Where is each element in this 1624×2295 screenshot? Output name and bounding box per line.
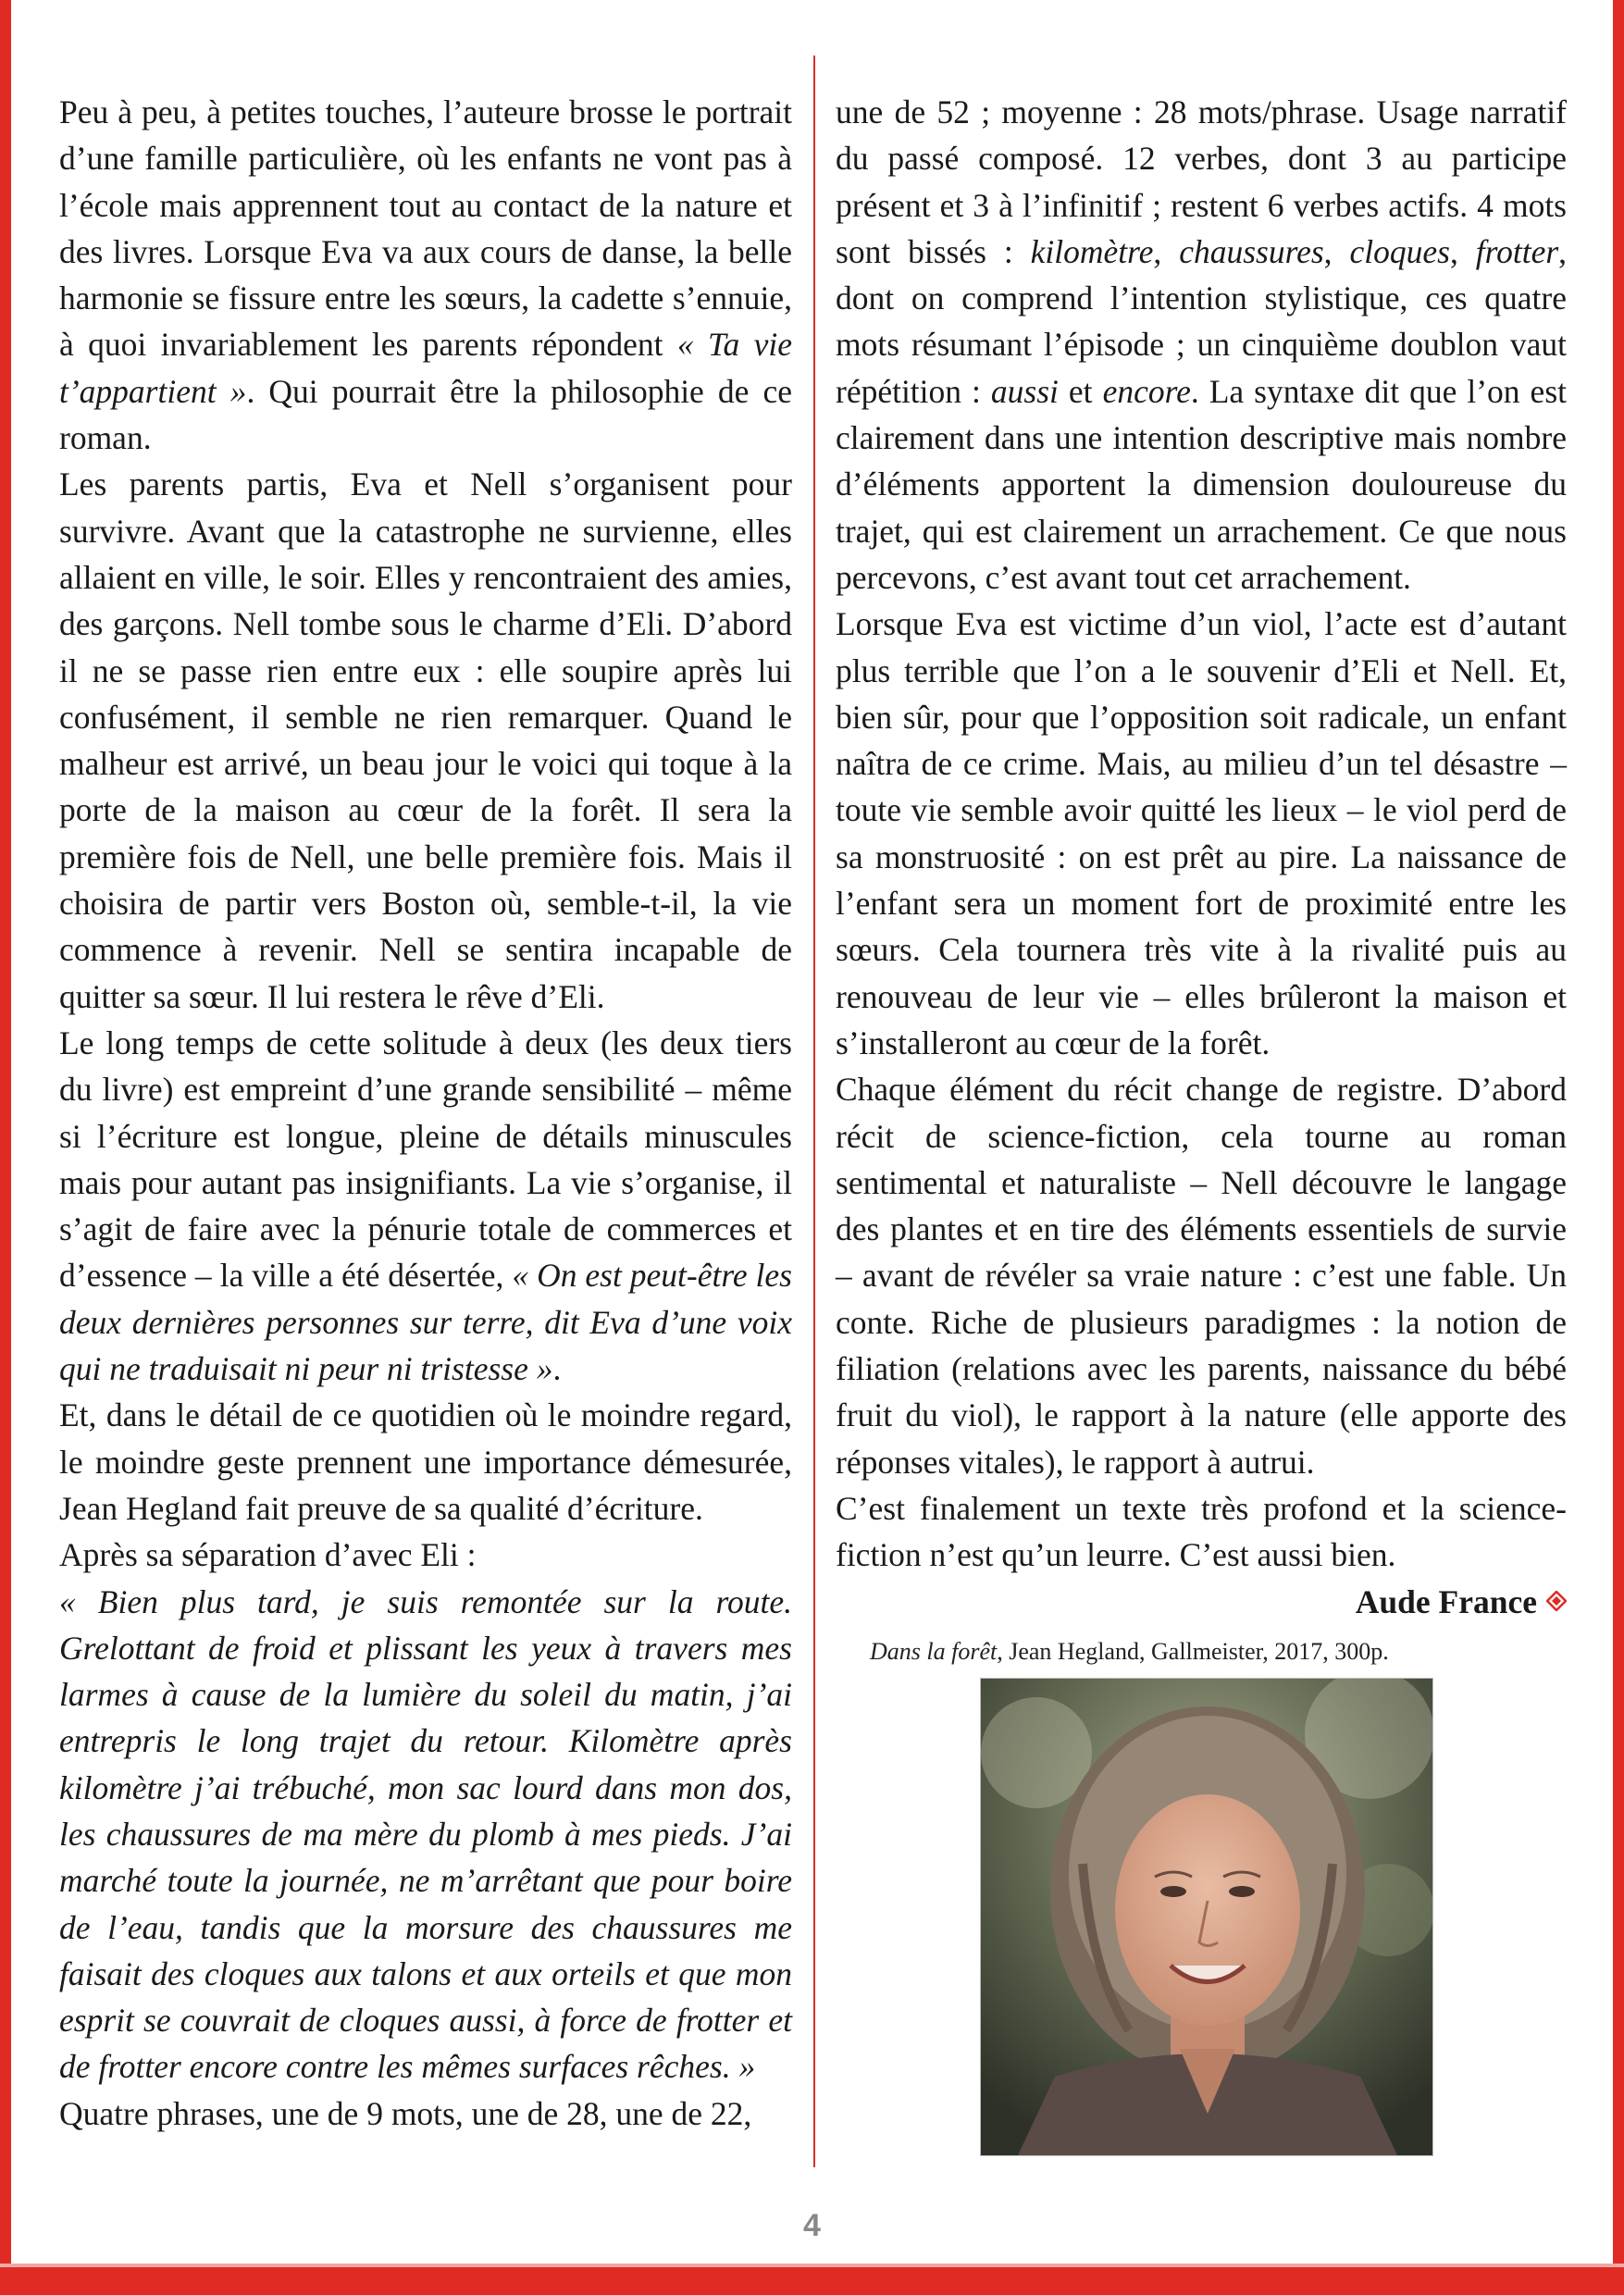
paragraph: Les parents partis, Eva et Nell s’organisent pour survivre. Avant que la catastrophe ne survienne, elles allaient en ville, le soir. Elles y rencontraient des amies, des garçons. Nell tombe sous le charme d’Eli. D’abord il ne se passe rien entre eux : elle soupire après lui confusément, il semble ne rien remarquer. Quand le malheur est arrivé, un beau jour le voici qui toque à la porte de la maison au cœur de la forêt. Il sera la première fois de Nell, une belle première fois. Mais il choisira de partir vers Boston où, semble-t-il, la vie commence à revenir. Nell se sentira incapable de quitter sa sœur. Il lui restera le rêve d’Eli. xyxy=(59,465,792,1015)
frame-left-border xyxy=(0,0,11,2295)
paragraph: C’est finalement un texte très profond et la science-fiction n’est qu’un leurre. C’est aussi bien. xyxy=(836,1489,1567,1574)
frame-bottom-border xyxy=(0,2264,1624,2295)
quote: « On est peut-être les deux dernières personnes sur terre, dit Eva d’une voix qui ne traduisait ni peur ni tristesse » xyxy=(59,1257,792,1388)
left-column xyxy=(59,89,792,2137)
quote: « Ta vie t’appartient » xyxy=(59,326,792,410)
paragraph: une de 52 ; moyenne : 28 mots/phrase. Usage narratif du passé composé. 12 verbes, dont 3 au participe présent et 3 à l’infinitif ; restent 6 verbes actifs. 4 mots sont bissés : kilomètre, chaussures, cloques, frotter, dont on comprend l’intention stylistique, ces quatre mots résumant l’épisode ; un cinquième doublon vaut répétition : aussi et encore. La syntaxe dit que l’on est clairement dans une intention descriptive mais nombre d’éléments apportent la dimension douloureuse du trajet, qui est clairement un arrachement. Ce que nous percevons, c’est avant tout cet arrachement. xyxy=(836,93,1568,596)
paragraph: Quatre phrases, une de 9 mots, une de 28, une de 22, xyxy=(59,2094,752,2132)
book-title: Dans la forêt xyxy=(870,1638,998,1665)
portrait-illustration xyxy=(981,1679,1432,2155)
paragraph: Chaque élément du récit change de registre. D’abord récit de science-fiction, cela tourne au roman sentimental et naturaliste – Nell découvre le langage des plantes et en tire des éléments essentiels de survie – avant de révéler sa vraie nature : c’est une fable. Un conte. Riche de plusieurs paradigmes : la notion de filiation (relations avec les parents, naissance du bébé fruit du viol), le rapport à la nature (elle apporte des réponses vitales), le rapport à autrui. xyxy=(836,1071,1567,1481)
diamond-icon xyxy=(1546,1591,1567,1611)
column-divider xyxy=(813,56,815,2167)
block-quote: « Bien plus tard, je suis remontée sur la route. Grelottant de froid et plissant les yeux à travers mes larmes à cause de la lumière du soleil du matin, j’ai entrepris le long trajet du retour. Kilomètre après kilomètre j’ai trébuché, mon sac lourd dans mon dos, les chaussures de ma mère du plomb à mes pieds. J’ai marché toute la journée, ne m’arrêtant que pour boire de l’eau, tandis que la morsure des chaussures me faisait des cloques aux talons et aux orteils et que mon esprit se couvrait de cloques aussi, à force de frotter et de frotter encore contre les mêmes surfaces rêches. » xyxy=(59,1582,792,2086)
paragraph: Et, dans le détail de ce quotidien où le moindre regard, le moindre geste prennent une importance démesurée, Jean Hegland fait preuve de sa qualité d’écriture. xyxy=(59,1396,792,1527)
page-number: 4 xyxy=(803,2208,821,2243)
right-column xyxy=(836,89,1567,1625)
frame-right-border xyxy=(1613,0,1624,2295)
paragraph: Peu à peu, à petites touches, l’auteure brosse le portrait d’une famille particulière, où les enfants ne vont pas à l’école mais apprennent tout au contact de la nature et des livres. Lorsque Eva va aux cours de danse, la belle harmonie se fissure entre les sœurs, la cadette s’ennuie, à quoi invariablement les parents répondent « Ta vie t’appartient ». Qui pourrait être la philosophie de ce roman. xyxy=(59,93,792,457)
author-signature: Aude France xyxy=(836,1579,1567,1625)
author-photo xyxy=(980,1678,1433,2156)
paragraph: Le long temps de cette solitude à deux (les deux tiers du livre) est empreint d’une grande sensibilité – même si l’écriture est longue, pleine de détails minuscules mais pour autant pas insignifiants. La vie s’organise, il s’agit de faire avec la pénurie totale de commerces et d’essence – la ville a été désertée, « On est peut-être les deux dernières personnes sur terre, dit Eva d’une voix qui ne traduisait ni peur ni tristesse ». xyxy=(59,1023,792,1388)
paragraph: Après sa séparation d’avec Eli : xyxy=(59,1536,477,1574)
paragraph: Lorsque Eva est victime d’un viol, l’acte est d’autant plus terrible que l’on a le souvenir d’Eli et Nell. Et, bien sûr, pour que l’opposition soit radicale, un enfant naîtra de ce crime. Mais, au milieu d’un tel désastre – toute vie semble avoir quitté les lieux – le viol perd de sa monstruosité : on est prêt au pire. La naissance de l’enfant sera un moment fort de proximité entre les sœurs. Cela tournera très vite à la rivalité puis au renouveau de leur vie – elles brûleront la maison et s’installeront au cœur de la forêt. xyxy=(836,605,1567,1061)
book-caption: Dans la forêt, Jean Hegland, Gallmeister, 2017, 300p. xyxy=(870,1638,1389,1665)
